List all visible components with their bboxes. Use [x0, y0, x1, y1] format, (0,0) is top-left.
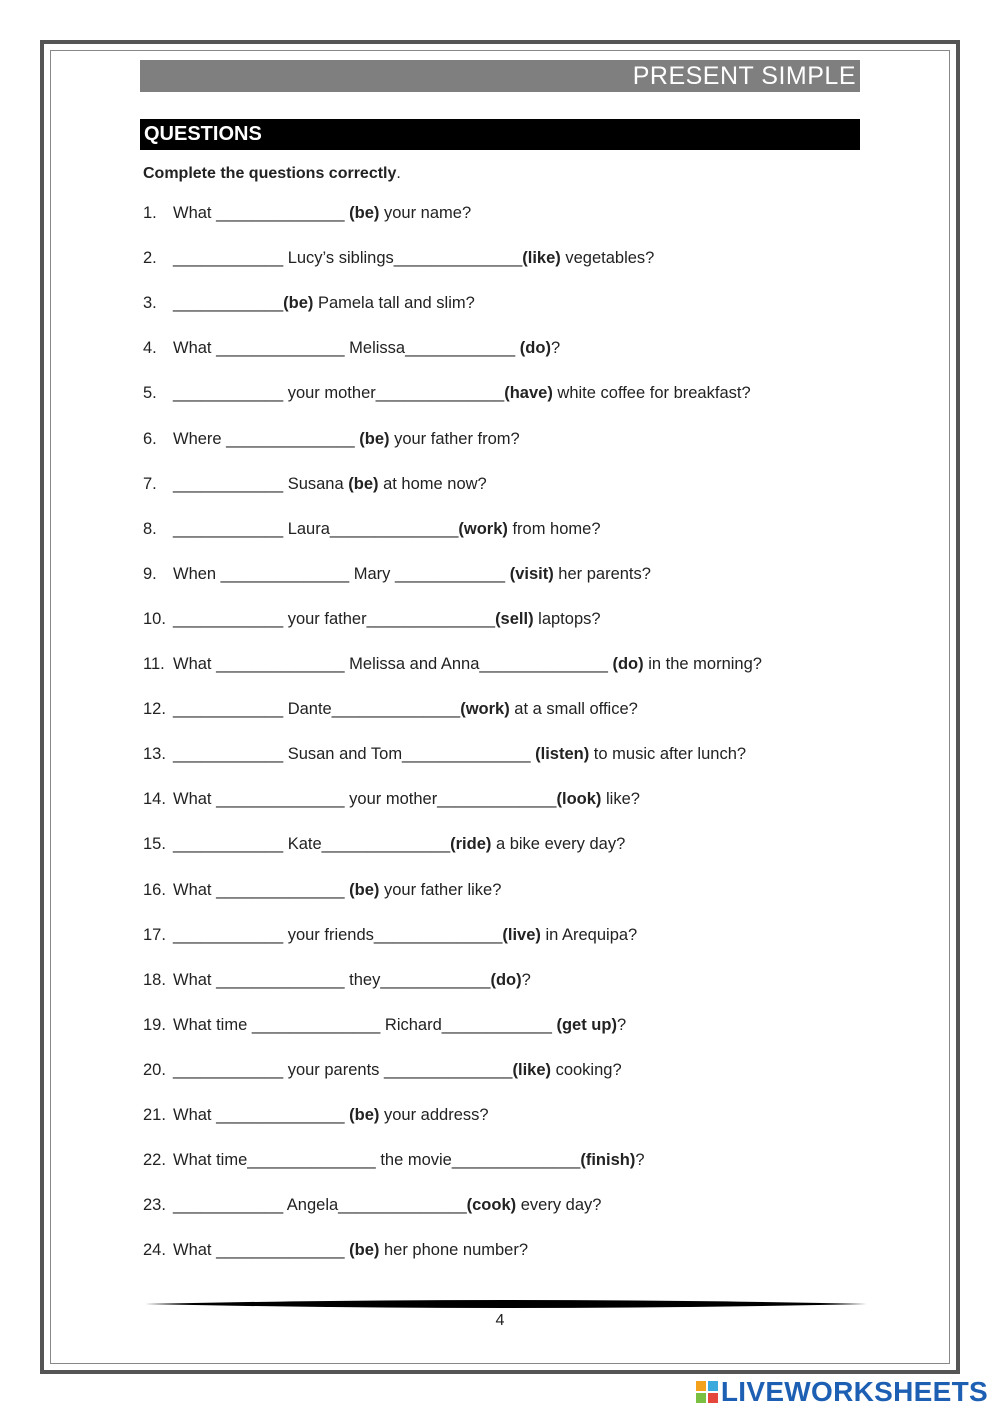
question-number: 3. — [143, 294, 157, 312]
question-text: What ______________ Melissa____________ — [173, 339, 520, 357]
question-item — [143, 925, 637, 945]
verb-hint: (be) — [349, 881, 380, 899]
question-text: vegetables? — [560, 249, 655, 267]
question-item — [143, 970, 531, 990]
question-item — [143, 383, 751, 403]
question-number: 13. — [143, 745, 166, 763]
question-item — [143, 1105, 489, 1125]
question-number: 23. — [143, 1196, 166, 1214]
question-text: What ______________ your mother_____________ — [173, 790, 557, 808]
question-number: 1. — [143, 204, 157, 222]
question-number: 7. — [143, 475, 157, 493]
footer-divider — [145, 1298, 867, 1310]
instruction-period: . — [396, 165, 401, 182]
page-number: 4 — [495, 1312, 505, 1329]
verb-hint: (finish) — [580, 1151, 636, 1169]
question-text: in the morning? — [643, 655, 762, 673]
question-item — [143, 1150, 645, 1170]
verb-hint: (be) — [349, 1106, 380, 1124]
question-text: ____________ Lucy’s siblings______________ — [173, 249, 523, 267]
question-text: ? — [521, 971, 531, 989]
question-text: like? — [601, 790, 640, 808]
question-text: ____________ Dante______________ — [173, 700, 461, 718]
question-text: ____________ your parents ______________ — [173, 1061, 513, 1079]
question-number: 9. — [143, 565, 157, 583]
question-number: 14. — [143, 790, 166, 808]
question-number: 24. — [143, 1241, 166, 1259]
question-text: ____________ — [173, 294, 284, 312]
question-text: ? — [616, 1016, 627, 1034]
instruction-text: Complete the questions correctly — [143, 165, 397, 182]
question-text: ? — [635, 1151, 645, 1169]
question-text: ____________ your friends______________ — [173, 926, 503, 944]
question-item — [143, 564, 651, 584]
question-text: What ______________ — [173, 204, 350, 222]
instruction — [143, 164, 401, 184]
verb-hint: (look) — [556, 790, 602, 808]
question-number: 21. — [143, 1106, 166, 1124]
verb-hint: (cook) — [466, 1196, 517, 1214]
question-item — [143, 474, 487, 494]
verb-hint: (be) — [349, 204, 380, 222]
question-text: laptops? — [533, 610, 601, 628]
question-item — [143, 1195, 601, 1215]
question-number: 2. — [143, 249, 157, 267]
question-text: cooking? — [551, 1061, 622, 1079]
question-number: 4. — [143, 339, 157, 357]
question-number: 11. — [143, 655, 165, 673]
verb-hint: (do) — [612, 655, 644, 673]
question-item — [143, 293, 475, 313]
question-text: Pamela tall and slim? — [313, 294, 475, 312]
question-text: When ______________ Mary ____________ — [173, 565, 510, 583]
question-text: at home now? — [378, 475, 487, 493]
question-text: What time ______________ Richard____________ — [173, 1016, 557, 1034]
question-item — [143, 1060, 622, 1080]
question-text: to music after lunch? — [589, 745, 747, 763]
question-text: What ______________ — [173, 1241, 350, 1259]
page-title-bar — [140, 60, 860, 92]
question-text: from home? — [507, 520, 601, 538]
question-text: ____________ Kate______________ — [173, 835, 451, 853]
question-item — [143, 429, 520, 449]
question-text: at a small office? — [509, 700, 638, 718]
verb-hint: (live) — [502, 926, 541, 944]
verb-hint: (like) — [512, 1061, 551, 1079]
question-item — [143, 1015, 626, 1035]
verb-hint: (sell) — [495, 610, 534, 628]
question-number: 5. — [143, 384, 157, 402]
question-text: your father from? — [389, 430, 520, 448]
section-title: QUESTIONS — [144, 123, 262, 145]
question-number: 16. — [143, 881, 166, 899]
question-text: ____________ your father______________ — [173, 610, 496, 628]
question-text: What ______________ — [173, 881, 350, 899]
question-text: ____________ Laura______________ — [173, 520, 459, 538]
question-item — [143, 248, 654, 268]
question-item — [143, 789, 640, 809]
question-number: 6. — [143, 430, 157, 448]
verb-hint: (visit) — [509, 565, 554, 583]
question-text: What ______________ — [173, 1106, 350, 1124]
verb-hint: (like) — [522, 249, 561, 267]
question-text: her parents? — [553, 565, 651, 583]
question-item — [143, 654, 762, 674]
brand-watermark — [696, 1376, 988, 1408]
verb-hint: (be) — [349, 1241, 380, 1259]
question-number: 8. — [143, 520, 157, 538]
question-text: your father like? — [379, 881, 502, 899]
verb-hint: (work) — [460, 700, 510, 718]
question-text: a bike every day? — [491, 835, 626, 853]
question-text: in Arequipa? — [540, 926, 638, 944]
question-number: 15. — [143, 835, 166, 853]
question-item — [143, 834, 625, 854]
question-item — [143, 880, 501, 900]
question-item — [143, 338, 560, 358]
question-text: What ______________ Melissa and Anna______________ — [173, 655, 613, 673]
verb-hint: (get up) — [556, 1016, 617, 1034]
question-text: What time______________ the movie______________ — [173, 1151, 581, 1169]
question-number: 22. — [143, 1151, 166, 1169]
question-item — [143, 519, 601, 539]
question-number: 20. — [143, 1061, 166, 1079]
verb-hint: (do) — [490, 971, 522, 989]
verb-hint: (ride) — [450, 835, 492, 853]
question-item — [143, 203, 471, 223]
question-item — [143, 1240, 528, 1260]
verb-hint: (work) — [458, 520, 508, 538]
verb-hint: (be) — [348, 475, 379, 493]
question-number: 17. — [143, 926, 166, 944]
question-text: your name? — [379, 204, 472, 222]
question-text: every day? — [516, 1196, 602, 1214]
question-number: 19. — [143, 1016, 166, 1034]
page-title: PRESENT SIMPLE — [632, 62, 856, 90]
question-text: ____________ Susan and Tom______________ — [173, 745, 536, 763]
question-item — [143, 699, 638, 719]
question-text: white coffee for breakfast? — [552, 384, 751, 402]
question-item — [143, 744, 746, 764]
verb-hint: (listen) — [535, 745, 590, 763]
section-heading-bar — [140, 119, 860, 150]
question-text: ? — [550, 339, 561, 357]
liveworksheets-logo-icon — [696, 1381, 718, 1403]
question-text: ____________ your mother______________ — [173, 384, 505, 402]
verb-hint: (be) — [359, 430, 390, 448]
question-item — [143, 609, 601, 629]
question-text: her phone number? — [379, 1241, 529, 1259]
question-text: Where ______________ — [173, 430, 360, 448]
verb-hint: (be) — [283, 294, 314, 312]
question-number: 12. — [143, 700, 166, 718]
question-text: ____________ Susana — [173, 475, 349, 493]
brand-name: LIVEWORKSHEETS — [720, 1376, 988, 1407]
question-number: 10. — [143, 610, 166, 628]
verb-hint: (have) — [504, 384, 553, 402]
question-text: ____________ Angela______________ — [173, 1196, 467, 1214]
verb-hint: (do) — [519, 339, 551, 357]
question-text: your address? — [379, 1106, 489, 1124]
question-number: 18. — [143, 971, 166, 989]
question-text: What ______________ they____________ — [173, 971, 491, 989]
